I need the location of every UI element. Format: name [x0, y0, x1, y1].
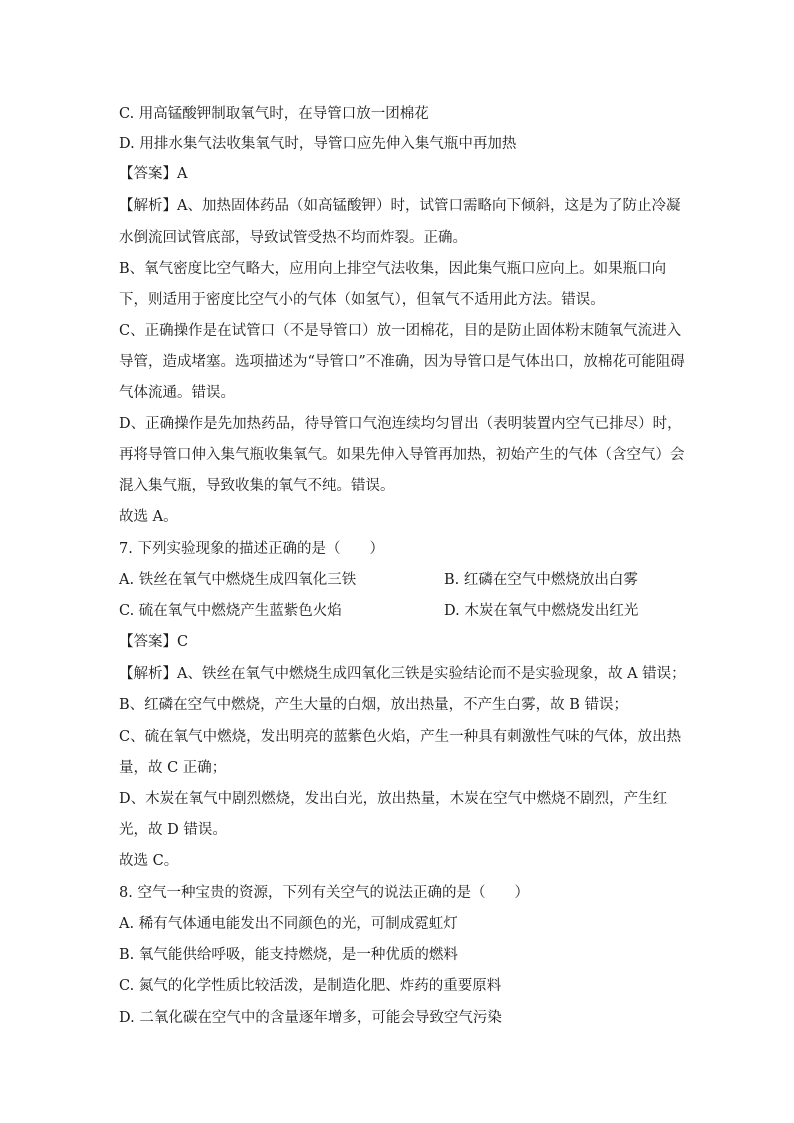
- q8-option-d: D. 二氧化碳在空气中的含量逐年增多，可能会导致空气污染: [119, 1010, 502, 1026]
- q8-stem: 8. 空气一种宝贵的资源，下列有关空气的说法正确的是（ ）: [119, 885, 529, 901]
- q6-answer: 【答案】A: [119, 166, 188, 182]
- q6-analysis-line-6: 导管，造成堵塞。选项描述为“导管口”不准确，因为导管口是气体出口，放棉花可能阻碍: [119, 354, 685, 370]
- q7-stem: 7. 下列实验现象的描述正确的是（ ）: [119, 541, 384, 557]
- q8-option-c: C. 氮气的化学性质比较活泼，是制造化肥、炸药的重要原料: [119, 978, 502, 994]
- q7-option-d: D. 木炭在氧气中燃烧发出红光: [444, 603, 639, 619]
- q6-analysis-line-5: C、正确操作是在试管口（不是导管口）放一团棉花，目的是防止固体粉末随氧气流进入: [119, 323, 682, 339]
- q8-option-a: A. 稀有气体通电能发出不同颜色的光，可制成霓虹灯: [119, 916, 458, 932]
- q7-analysis-line-4: 量，故 C 正确；: [119, 760, 227, 776]
- q6-analysis-line-3: B、氧气密度比空气略大，应用向上排空气法收集，因此集气瓶口应向上。如果瓶口向: [119, 261, 667, 277]
- q7-option-c: C. 硫在氧气中燃烧产生蓝紫色火焰: [119, 603, 342, 619]
- q6-analysis-line-10: 混入集气瓶，导致收集的氧气不纯。错误。: [119, 478, 395, 494]
- q6-option-c: C. 用高锰酸钾制取氧气时，在导管口放一团棉花: [119, 106, 429, 122]
- q7-analysis-line-2: B、红磷在空气中燃烧，产生大量的白烟，放出热量，不产生白雾，故 B 错误；: [119, 697, 629, 713]
- q7-option-b: B. 红磷在空气中燃烧放出白雾: [444, 572, 638, 588]
- q6-analysis-line-7: 气体流通。错误。: [119, 385, 235, 401]
- q7-analysis-line-1: 【解析】A、铁丝在氧气中燃烧生成四氧化三铁是实验结论而不是实验现象，故 A 错误；: [119, 666, 686, 682]
- q6-analysis-line-8: D、正确操作是先加热药品，待导管口气泡连续均匀冒出（表明装置内空气已排尽）时，: [119, 416, 682, 432]
- q7-option-a: A. 铁丝在氧气中燃烧生成四氧化三铁: [119, 572, 357, 588]
- q6-analysis-line-9: 再将导管口伸入集气瓶收集氧气。如果先伸入导管再加热，初始产生的气体（含空气）会: [119, 447, 685, 463]
- q7-analysis-line-6: 光，故 D 错误。: [119, 822, 227, 838]
- q7-analysis-line-5: D、木炭在氧气中剧烈燃烧，发出白光，放出热量，木炭在空气中燃烧不剧烈，产生红: [119, 791, 668, 807]
- q6-analysis-line-1: 【解析】A、加热固体药品（如高锰酸钾）时，试管口需略向下倾斜，这是为了防止冷凝: [119, 198, 681, 214]
- q7-analysis-line-3: C、硫在氧气中燃烧，发出明亮的蓝紫色火焰，产生一种具有刺激性气味的气体，放出热: [119, 729, 682, 745]
- q8-option-b: B. 氧气能供给呼吸，能支持燃烧，是一种优质的燃料: [119, 947, 458, 963]
- q6-analysis-line-4: 下，则适用于密度比空气小的气体（如氢气），但氧气不适用此方法。错误。: [119, 292, 605, 308]
- q6-conclusion: 故选 A。: [119, 509, 178, 525]
- q7-answer: 【答案】C: [119, 634, 189, 650]
- q7-conclusion: 故选 C。: [119, 853, 179, 869]
- q6-option-d: D. 用排水集气法收集氧气时，导管口应先伸入集气瓶中再加热: [119, 136, 517, 152]
- q6-analysis-line-2: 水倒流回试管底部，导致试管受热不均而炸裂。正确。: [119, 230, 467, 246]
